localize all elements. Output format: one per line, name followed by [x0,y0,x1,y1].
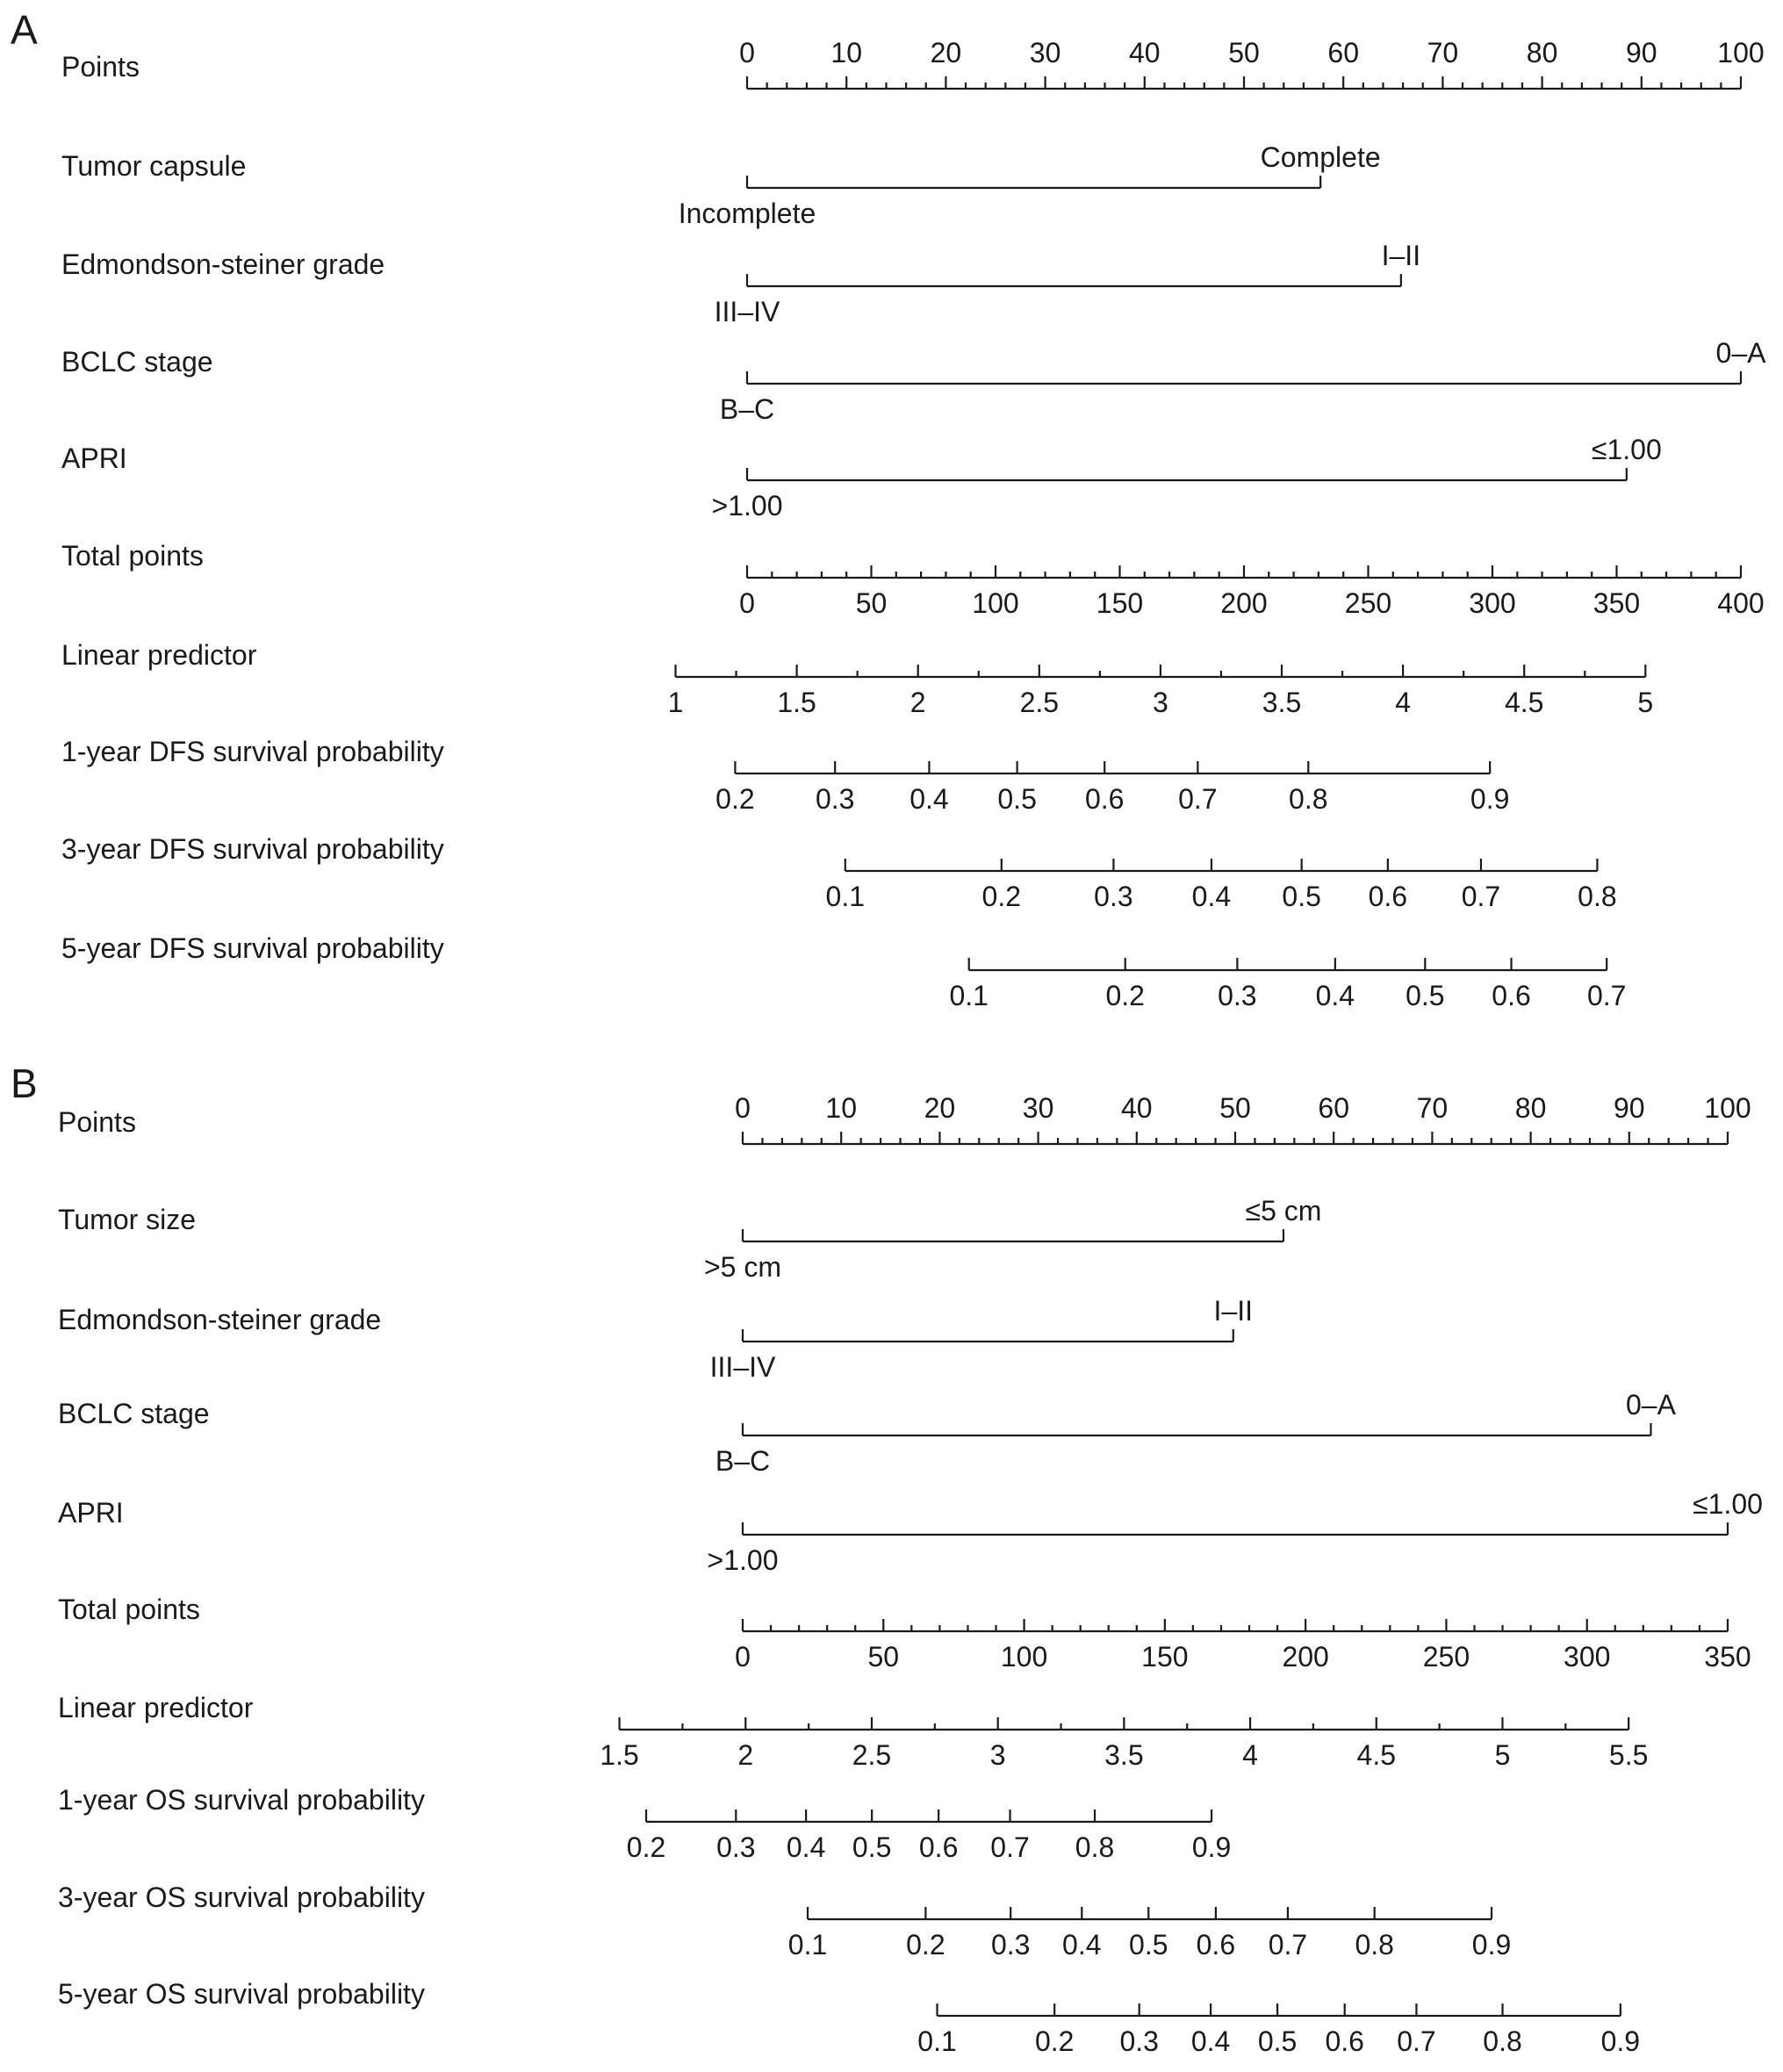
tick-label: 0.3 [1218,980,1257,1011]
tick-label: 0.8 [1578,881,1617,912]
tick-label: 10 [830,37,862,68]
tick-label: 100 [1000,1641,1048,1673]
tick-label: 250 [1422,1641,1470,1673]
level-label: >5 cm [703,1251,782,1283]
tick-label: 300 [1469,587,1516,619]
tick-label: 0.7 [1461,881,1501,912]
tick-label: 70 [1416,1092,1449,1124]
nomogram-row-6 [58,1692,1648,1771]
nomogram-row-3 [61,337,1766,425]
tick-label: 5.5 [1608,1739,1649,1771]
tick-label: 0.8 [1355,1929,1394,1960]
nomogram-row-3 [58,1389,1677,1477]
tick-label: 200 [1282,1641,1329,1673]
nomogram-row-4 [61,434,1662,522]
tick-label: 150 [1096,587,1144,619]
tick-label: 0.9 [1470,783,1510,815]
tick-label: 100 [972,587,1019,619]
tick-label: 0.3 [990,1929,1031,1960]
row-label: BCLC stage [58,1398,210,1429]
tick-label: 0.7 [990,1831,1030,1863]
tick-label: 0.9 [1191,1831,1232,1863]
tick-label: 0.6 [1084,783,1125,815]
tick-label: 0.2 [1105,980,1145,1011]
tick-label: 0.4 [1190,2025,1231,2057]
tick-label: 0.3 [716,1831,756,1863]
tick-label: 90 [1614,1092,1645,1124]
tick-label: 0.4 [786,1831,826,1863]
tick-label: 90 [1626,37,1657,68]
row-label: Tumor size [58,1204,197,1235]
tick-label: 0.7 [1268,1929,1308,1960]
level-label: Complete [1260,141,1381,173]
tick-label: 0.5 [1257,2025,1298,2057]
tick-label: 50 [855,587,888,619]
nomogram-row-5 [58,1594,1751,1673]
tick-label: 30 [1022,1092,1054,1124]
level-label: ≤5 cm [1245,1195,1322,1227]
tick-label: 0.3 [1119,2025,1159,2057]
tick-label: 0.5 [1129,1929,1168,1960]
tick-label: 0.2 [906,1929,945,1960]
panel-a [11,7,1766,1011]
tick-label: 0.6 [918,1831,959,1863]
tick-label: 0.2 [626,1831,666,1863]
tick-label: 0.4 [909,783,949,815]
tick-label: 40 [1121,1092,1153,1124]
tick-label: 0.4 [1315,980,1355,1011]
level-label: >1.00 [707,1544,779,1576]
tick-label: 20 [930,37,962,68]
row-label: Edmondson-steiner grade [61,248,385,280]
tick-label: 0.1 [825,881,866,912]
tick-label: 0.8 [1075,1831,1115,1863]
tick-label: 0.4 [1062,1929,1102,1960]
row-label: Linear predictor [61,639,257,671]
tick-label: 4.5 [1356,1739,1397,1771]
tick-label: 0.3 [815,783,855,815]
tick-label: 300 [1564,1641,1611,1673]
nomogram-row-4 [58,1488,1763,1576]
tick-label: 0 [735,1641,751,1673]
nomogram-row-5 [61,540,1765,619]
level-label: ≤1.00 [1591,434,1662,465]
tick-label: 20 [924,1092,956,1124]
tick-label: 400 [1717,587,1765,619]
tick-label: 50 [1228,37,1260,68]
level-label: 0–A [1715,337,1766,369]
tick-label: 5 [1494,1739,1511,1771]
row-label: Tumor capsule [61,150,247,182]
tick-label: 0.2 [715,783,755,815]
tick-label: 250 [1344,587,1392,619]
tick-label: 30 [1029,37,1061,68]
tick-label: 0.8 [1483,2025,1522,2057]
tick-label: 0 [739,37,755,68]
tick-label: 80 [1526,37,1558,68]
level-label: ≤1.00 [1693,1488,1763,1520]
nomogram-row-2 [58,1295,1253,1383]
tick-label: 0.1 [917,2025,957,2057]
panel-letter-b: B [11,1061,38,1106]
tick-label: 0.7 [1586,980,1627,1011]
tick-label: 0.7 [1397,2025,1436,2057]
tick-label: 4.5 [1504,687,1544,718]
tick-label: 0.5 [852,1831,892,1863]
level-label: I–II [1213,1295,1253,1327]
tick-label: 4 [1242,1739,1258,1771]
tick-label: 0.6 [1325,2025,1364,2057]
nomogram-row-0 [58,1092,1751,1144]
tick-label: 0.9 [1600,2025,1641,2057]
row-label: BCLC stage [61,346,213,378]
row-label: Linear predictor [58,1692,254,1723]
tick-label: 50 [867,1641,900,1673]
tick-label: 0.9 [1471,1929,1512,1960]
tick-label: 3 [1153,687,1168,718]
tick-label: 4 [1395,687,1412,718]
tick-label: 0.5 [1406,980,1445,1011]
row-label: 3-year DFS survival probability [61,833,444,865]
row-label: APRI [58,1497,124,1529]
nomogram-row-8 [58,1881,1511,1960]
tick-label: 10 [825,1092,857,1124]
row-label: Total points [61,540,204,572]
nomogram-row-7 [61,736,1509,815]
nomogram-row-9 [61,932,1626,1011]
nomogram-row-2 [61,240,1420,327]
level-label: >1.00 [711,490,783,522]
tick-label: 0 [735,1092,751,1124]
tick-label: 0.4 [1191,881,1232,912]
panel-letter-a: A [11,7,38,53]
tick-label: 2.5 [852,1739,892,1771]
tick-label: 40 [1129,37,1161,68]
row-label: 5-year DFS survival probability [61,932,444,964]
tick-label: 150 [1141,1641,1189,1673]
level-label: B–C [719,393,775,425]
tick-label: 3.5 [1262,687,1302,718]
tick-label: 1.5 [777,687,816,718]
row-label: 3-year OS survival probability [58,1881,425,1913]
tick-label: 2 [737,1739,754,1771]
nomogram-row-0 [61,37,1765,89]
level-label: B–C [715,1445,771,1477]
tick-label: 350 [1704,1641,1751,1673]
tick-label: 3.5 [1104,1739,1144,1771]
nomogram-row-9 [58,1978,1640,2057]
tick-label: 3 [989,1739,1006,1771]
tick-label: 100 [1704,1092,1751,1124]
tick-label: 0.5 [997,783,1037,815]
tick-label: 0.6 [1368,881,1408,912]
tick-label: 1.5 [600,1739,639,1771]
tick-label: 200 [1220,587,1268,619]
tick-label: 0.8 [1289,783,1328,815]
tick-label: 50 [1219,1092,1251,1124]
tick-label: 0.5 [1282,881,1321,912]
tick-label: 100 [1717,37,1765,68]
tick-label: 0.1 [949,980,989,1011]
tick-label: 2.5 [1019,687,1060,718]
row-label: 1-year OS survival probability [58,1784,425,1816]
tick-label: 0.2 [981,881,1022,912]
tick-label: 60 [1327,37,1359,68]
tick-label: 80 [1514,1092,1547,1124]
tick-label: 70 [1427,37,1459,68]
level-label: Incomplete [678,198,816,229]
row-label: 5-year OS survival probability [58,1978,425,2010]
tick-label: 2 [909,687,926,718]
level-label: III–IV [709,1351,776,1383]
tick-label: 0.6 [1492,980,1531,1011]
tick-label: 1 [667,687,684,718]
nomogram-row-7 [58,1784,1231,1863]
tick-label: 350 [1592,587,1641,619]
nomogram-row-8 [61,833,1617,912]
tick-label: 0.1 [787,1929,828,1960]
level-label: 0–A [1626,1389,1676,1421]
row-label: APRI [61,442,127,474]
tick-label: 5 [1637,687,1654,718]
panel-b [11,1061,1763,2057]
row-label: Points [61,51,140,83]
tick-label: 0 [739,587,755,619]
tick-label: 0.7 [1178,783,1218,815]
nomogram-row-1 [58,1195,1321,1283]
row-label: Edmondson-steiner grade [58,1304,382,1335]
tick-label: 0.6 [1196,1929,1236,1960]
nomogram-row-1 [61,141,1381,229]
tick-label: 0.2 [1034,2025,1075,2057]
row-label: Points [58,1106,136,1138]
level-label: I–II [1381,240,1421,271]
tick-label: 0.3 [1094,881,1133,912]
row-label: 1-year DFS survival probability [61,736,444,767]
level-label: III–IV [714,296,780,327]
tick-label: 60 [1318,1092,1349,1124]
nomogram-row-6 [61,639,1653,718]
row-label: Total points [58,1594,200,1625]
